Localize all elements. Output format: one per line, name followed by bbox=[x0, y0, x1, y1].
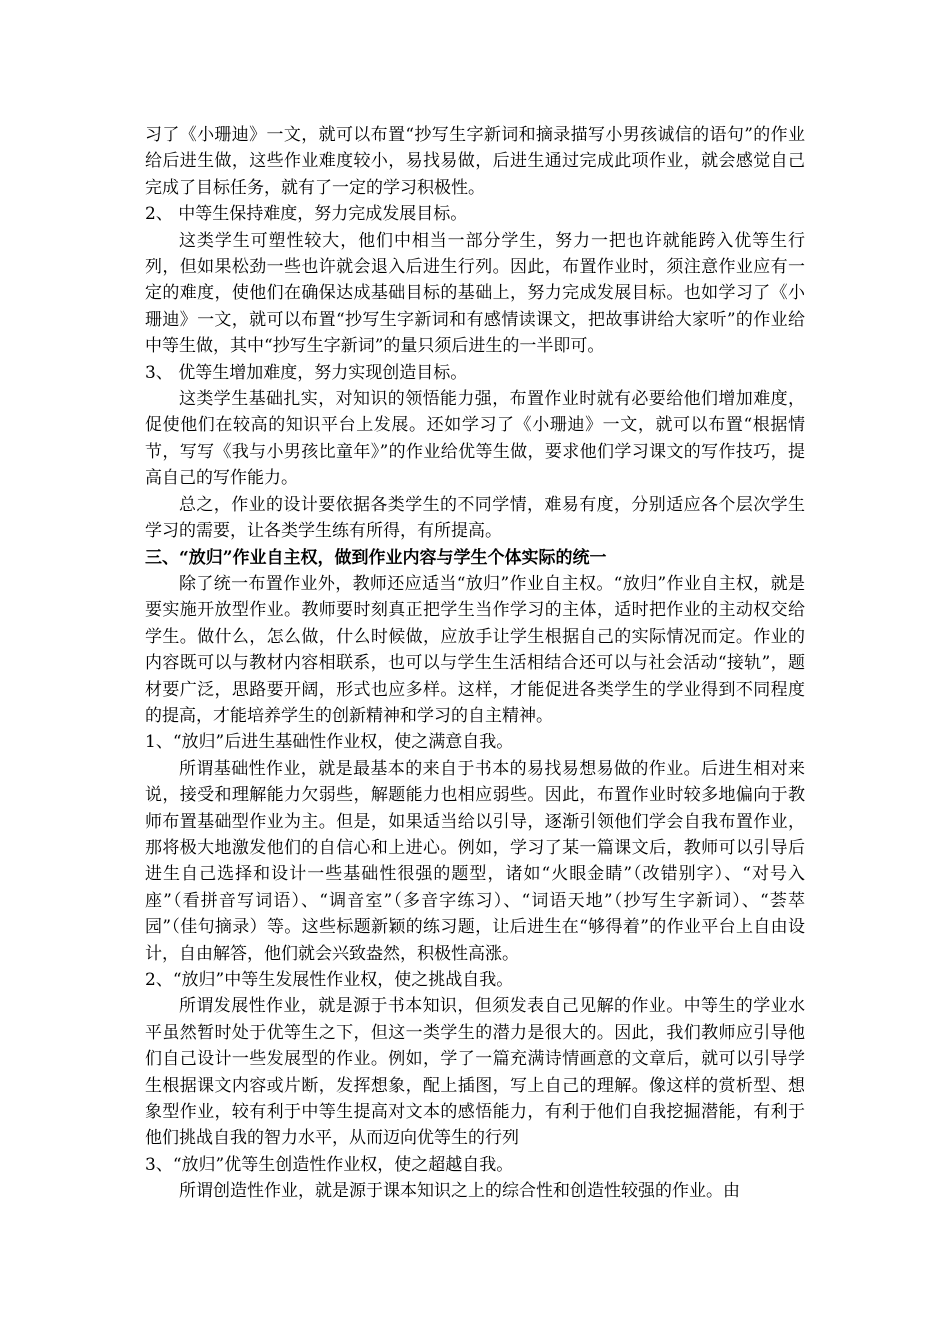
paragraph: 所谓基础性作业，就是最基本的来自于书本的易找易想易做的作业。后进生相对来说，接受和理解能力欠弱些，解题能力也相应弱些。因此，布置作业时较多地偏向于教师布置基础型作业为主。但是，如果适当给以引导，逐渐引领他们学会自我布置作业，那将极大地激发他们的自信心和上进心。例如，学习了某一篇课文后，教师可以引导后进生自己选择和设计一些基础性很强的题型，诸如“火眼金睛”（改错别字）、“对号入座”（看拼音写词语）、“调音室”（多音字练习）、“词语天地”（抄写生字新词）、“荟萃园”（佳句摘录）等。这些标题新颖的练习题，让后进生在“够得着”的作业平台上自由设计，自由解答，他们就会兴致盎然，积极性高涨。 bbox=[145, 758, 805, 964]
document-body bbox=[145, 122, 805, 1205]
list-item-heading: 2、 中等生保持难度，努力完成发展目标。 bbox=[145, 204, 468, 225]
paragraph: 所谓创造性作业，就是源于课本知识之上的综合性和创造性较强的作业。由 bbox=[179, 1181, 740, 1202]
list-item-heading: 1、“放归”后进生基础性作业权，使之满意自我。 bbox=[145, 732, 514, 753]
paragraph: 这类学生可塑性较大，他们中相当一部分学生，努力一把也许就能跨入优等生行列，但如果松劲一些也许就会退入后进生行列。因此，布置作业时，须注意作业应有一定的难度，使他们在确保达成基础目标的基础上，努力完成发展目标。也如学习了《小珊迪》一文，就可以布置“抄写生字新词和有感情读课文，把故事讲给大家听”的作业给中等生做，其中“抄写生字新词”的量只须后进生的一半即可。 bbox=[145, 230, 805, 357]
paragraph: 所谓发展性作业，就是源于书本知识，但须发表自己见解的作业。中等生的学业水平虽然暂时处于优等生之下，但这一类学生的潜力是很大的。因此，我们教师应引导他们自己设计一些发展型的作业。例如，学了一篇充满诗情画意的文章后，就可以引导学生根据课文内容或片断，发挥想象，配上插图，写上自己的理解。像这样的赏析型、想象型作业，较有利于中等生提高对文本的感悟能力，有利于他们自我挖掘潜能，有利于他们挑战自我的智力水平，从而迈向优等生的行列 bbox=[145, 996, 805, 1149]
section-heading: 三、“放归”作业自主权，做到作业内容与学生个体实际的统一 bbox=[145, 547, 607, 568]
list-item-heading: 3、 优等生增加难度，努力实现创造目标。 bbox=[145, 362, 468, 383]
paragraph: 总之，作业的设计要依据各类学生的不同学情，难易有度，分别适应各个层次学生学习的需要，让各类学生练有所得，有所提高。 bbox=[145, 494, 805, 542]
paragraph: 习了《小珊迪》一文，就可以布置“抄写生字新词和摘录描写小男孩诚信的语句”的作业给后进生做，这些作业难度较小，易找易做，后进生通过完成此项作业，就会感觉自己完成了目标任务，就有了一定的学习积极性。 bbox=[145, 125, 805, 198]
list-item-heading: 2、“放归”中等生发展性作业权，使之挑战自我。 bbox=[145, 970, 514, 990]
paragraph: 除了统一布置作业外，教师还应适当“放归”作业自主权。“放归”作业自主权，就是要实施开放型作业。教师要时刻真正把学生当作学习的主体，适时把作业的主动权交给学生。做什么，怎么做，什么时候做，应放手让学生根据自己的实际情况而定。作业的内容既可以与教材内容相联系，也可以与学生生活相结合还可以与社会活动“接轨”，题材要广泛，思路要开阔，形式也应多样。这样，才能促进各类学生的学业得到不同程度的提高，才能培养学生的创新精神和学习的自主精神。 bbox=[145, 573, 805, 726]
list-item-heading: 3、“放归”优等生创造性作业权，使之超越自我。 bbox=[145, 1154, 514, 1175]
paragraph: 这类学生基础扎实，对知识的领悟能力强，布置作业时就有必要给他们增加难度，促使他们在较高的知识平台上发展。还如学习了《小珊迪》一文，就可以布置“根据情节，写写《我与小男孩比童年》”的作业给优等生做，要求他们学习课文的写作技巧，提高自己的写作能力。 bbox=[145, 389, 805, 489]
